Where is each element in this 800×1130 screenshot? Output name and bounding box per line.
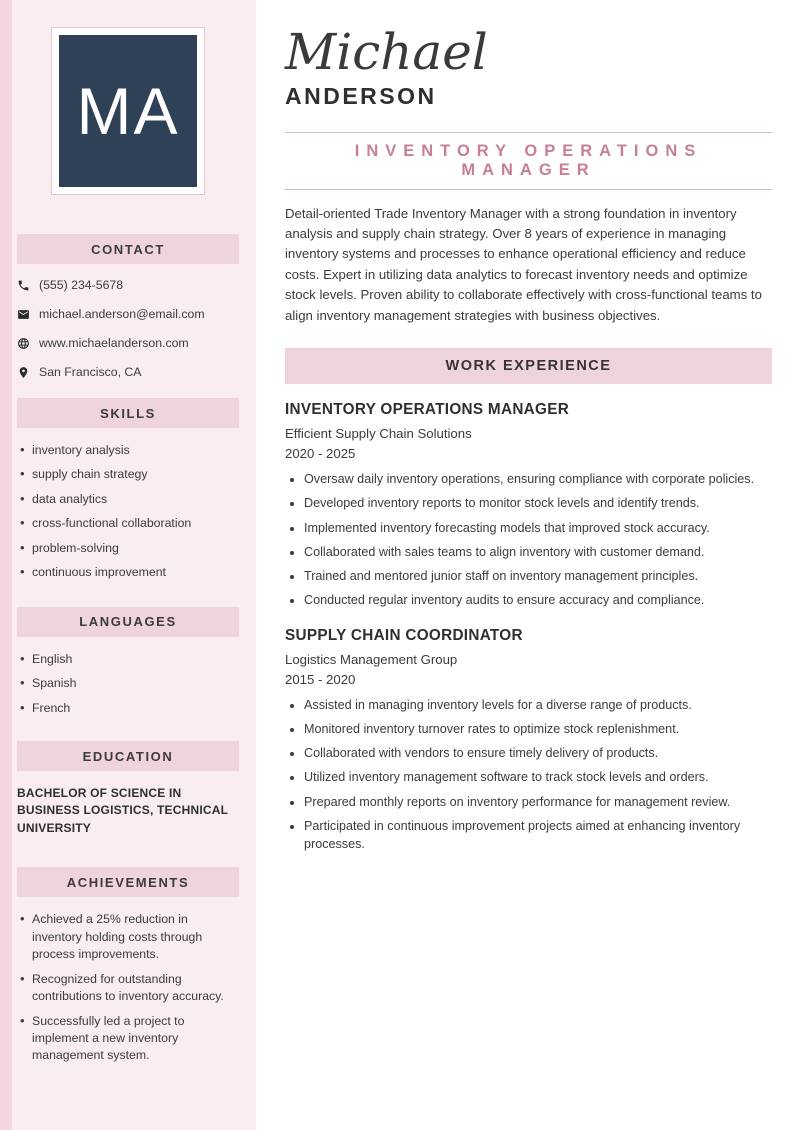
main-content [256, 0, 800, 1130]
job-bullet: • Developed inventory reports to monitor stock levels and identify trends. [304, 494, 772, 512]
contact-item-phone [17, 278, 239, 292]
first-name: Michael [285, 23, 488, 81]
avatar [59, 35, 197, 187]
achievements-title-band: ACHIEVEMENTS [17, 867, 239, 897]
language-item: • French [20, 700, 239, 717]
job-bullet: • Collaborated with sales teams to align inventory with customer demand. [304, 543, 772, 561]
skill-item: • cross-functional collaboration [20, 515, 239, 532]
job-bullet: • Prepared monthly reports on inventory performance for management review. [304, 793, 772, 811]
languages-list [20, 637, 239, 717]
job-role: SUPPLY CHAIN COORDINATOR [285, 626, 523, 644]
job-bullet: • Conducted regular inventory audits to ensure accuracy and compliance. [304, 591, 772, 609]
job-role: INVENTORY OPERATIONS MANAGER [285, 401, 570, 419]
section-skills [17, 398, 239, 582]
email-icon [17, 308, 30, 321]
contact-website-text: www.michaelanderson.com [39, 336, 189, 350]
work-experience-band: WORK EXPERIENCE [285, 348, 772, 384]
achievements-list [20, 897, 239, 1065]
last-name: ANDERSON [285, 82, 437, 109]
job-bullet: • Oversaw daily inventory operations, ensuring compliance with corporate policies. [304, 470, 772, 488]
skill-item: • data analytics [20, 491, 239, 508]
education-title-band: EDUCATION [17, 741, 239, 771]
achievement-item: • Achieved a 25% reduction in inventory holding costs through process improvements. [20, 911, 239, 963]
skills-list [20, 428, 239, 582]
contact-list [17, 264, 239, 379]
sidebar-content [12, 0, 256, 1130]
summary-text: Detail-oriented Trade Inventory Manager with a strong foundation in inventory analysis and supply chain strategy. Over 8 years of experience in managing inventory systems and processes to enhance operational efficiency and reduce costs. Expert in utilizing data analytics to forecast inventory needs and optimize stock levels. Proven ability to collaborate effectively with cross-functional teams to align inventory management strategies with business objectives. [285, 205, 762, 323]
job-bullet: • Participated in continuous improvement projects aimed at enhancing inventory processes. [304, 817, 772, 854]
contact-email-text: michael.anderson@email.com [39, 307, 205, 321]
job-bullet-list [285, 470, 772, 610]
language-item: • Spanish [20, 675, 239, 692]
headline-divider-bottom [285, 189, 772, 190]
sidebar [0, 0, 256, 1130]
contact-item-location [17, 365, 239, 379]
job-bullet: • Assisted in managing inventory levels for a diverse range of products. [304, 696, 772, 714]
job-bullet: • Utilized inventory management software to track stock levels and orders. [304, 768, 772, 786]
avatar-frame [51, 27, 205, 195]
job-entry-1 [285, 401, 772, 610]
job-bullet: • Collaborated with vendors to ensure timely delivery of products. [304, 744, 772, 762]
contact-item-email [17, 307, 239, 321]
job-dates: 2015 - 2020 [285, 671, 356, 687]
section-contact [17, 234, 239, 379]
contact-location-text: San Francisco, CA [39, 365, 142, 379]
skill-item: • problem-solving [20, 540, 239, 557]
contact-item-website [17, 336, 239, 350]
sidebar-accent-stripe [0, 0, 12, 1130]
job-dates: 2020 - 2025 [285, 446, 356, 462]
location-pin-icon [17, 366, 30, 379]
contact-title-band: CONTACT [17, 234, 239, 264]
skill-item: • continuous improvement [20, 564, 239, 581]
job-bullet: • Implemented inventory forecasting models that improved stock accuracy. [304, 519, 772, 537]
education-degree: BACHELOR OF SCIENCE IN BUSINESS LOGISTICS, TECHNICAL UNIVERSITY [17, 786, 228, 835]
headline-job-title: INVENTORY OPERATIONS MANAGER [354, 141, 703, 179]
skill-item: • inventory analysis [20, 442, 239, 459]
language-item: • English [20, 651, 239, 668]
contact-phone-text: (555) 234-5678 [39, 278, 124, 292]
skill-item: • supply chain strategy [20, 466, 239, 483]
avatar-initials: MA [76, 74, 180, 148]
job-bullet: • Trained and mentored junior staff on inventory management principles. [304, 567, 772, 585]
section-achievements [17, 867, 239, 1065]
achievement-item: • Successfully led a project to implement a new inventory management system. [20, 1013, 239, 1065]
job-company: Efficient Supply Chain Solutions [285, 426, 472, 442]
section-languages [17, 607, 239, 717]
job-bullet: • Monitored inventory turnover rates to optimize stock replenishment. [304, 720, 772, 738]
job-entry-2 [285, 627, 772, 854]
phone-icon [17, 279, 30, 292]
job-company: Logistics Management Group [285, 651, 458, 667]
section-education [17, 741, 239, 837]
job-bullet-list [285, 696, 772, 854]
achievement-item: • Recognized for outstanding contributions to inventory accuracy. [20, 971, 239, 1006]
languages-title-band: LANGUAGES [17, 607, 239, 637]
globe-icon [17, 337, 30, 350]
skills-title-band: SKILLS [17, 398, 239, 428]
